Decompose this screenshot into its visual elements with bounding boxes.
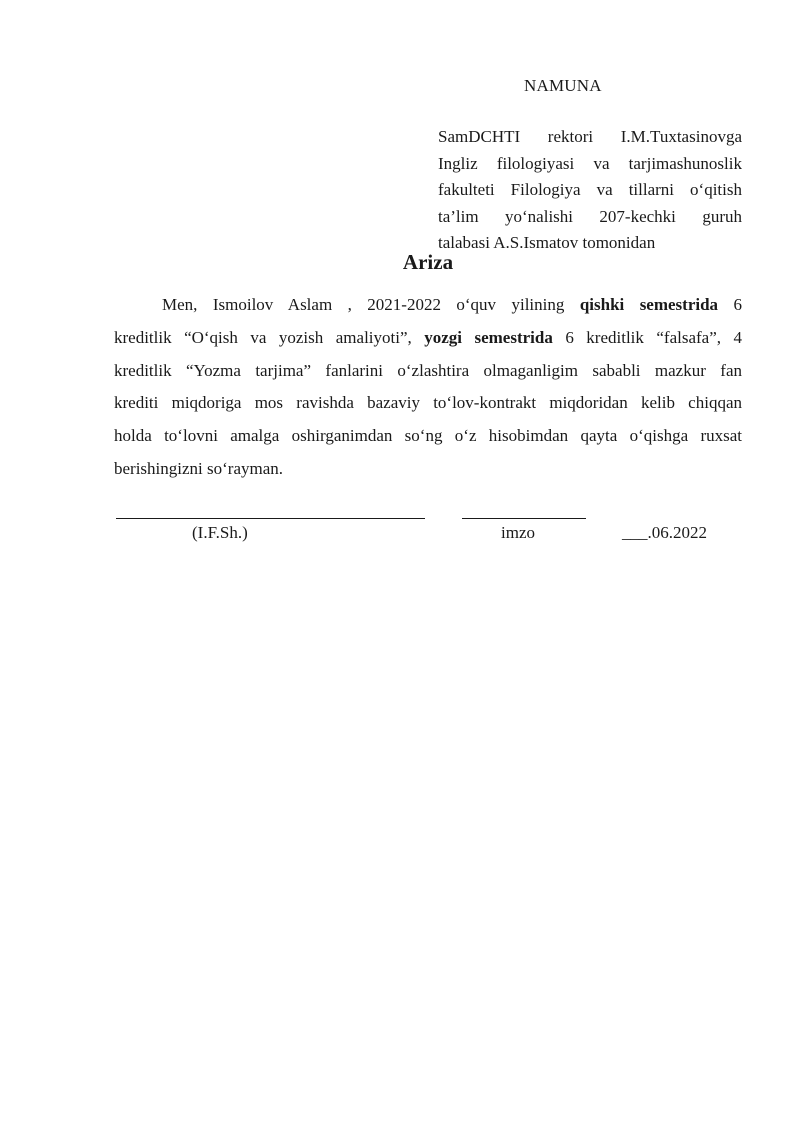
name-label: (I.F.Sh.)	[192, 523, 248, 542]
recipient-line: SamDCHTI rektori I.M.Tuxtasinovga	[438, 127, 742, 146]
document-title: Ariza	[402, 250, 454, 274]
recipient-line: fakulteti Filologiya va tillarni o‘qitish	[438, 180, 742, 200]
recipient-line: Ingliz filologiyasi va tarjimashunoslik	[438, 153, 742, 173]
name-signature-line	[116, 518, 425, 519]
recipient-line: ta’lim yo‘nalishi 207-kechki guruh	[438, 206, 742, 226]
body-line: berishingizni so‘rayman.	[114, 458, 284, 478]
body-text-segment: kreditlik “O‘qish va yozish amaliyoti”,	[114, 327, 425, 347]
signature-label: imzo	[501, 523, 535, 542]
application-body	[114, 289, 742, 486]
recipient-block	[438, 124, 742, 257]
sample-label: NAMUNA	[524, 76, 602, 95]
body-line	[114, 322, 742, 355]
body-line: holda to‘lovni amalga oshirganimdan so‘ng o‘z hisobimdan qayta o‘qishga ruxsat	[114, 426, 742, 446]
body-text-segment: 6 kreditlik “falsafa”, 4	[552, 327, 742, 347]
body-text-segment: 6	[718, 295, 742, 314]
body-line: krediti miqdoriga mos ravishda bazaviy to‘lov-kontrakt miqdoridan kelib chiqqan	[114, 393, 742, 413]
body-line	[114, 289, 742, 322]
signature-line	[462, 518, 586, 519]
recipient-line: talabasi A.S.Ismatov tomonidan	[438, 233, 656, 253]
body-line: kreditlik “Yozma tarjima” fanlarini o‘zlashtira olmaganligim sababli mazkur fan	[114, 360, 742, 380]
date-label: ___.06.2022	[622, 523, 707, 542]
body-bold-segment: qishki semestrida	[579, 295, 719, 314]
body-bold-segment: yozgi semestrida	[424, 327, 553, 347]
body-text-segment: Men, Ismoilov Aslam , 2021-2022 o‘quv yilining	[162, 295, 580, 314]
